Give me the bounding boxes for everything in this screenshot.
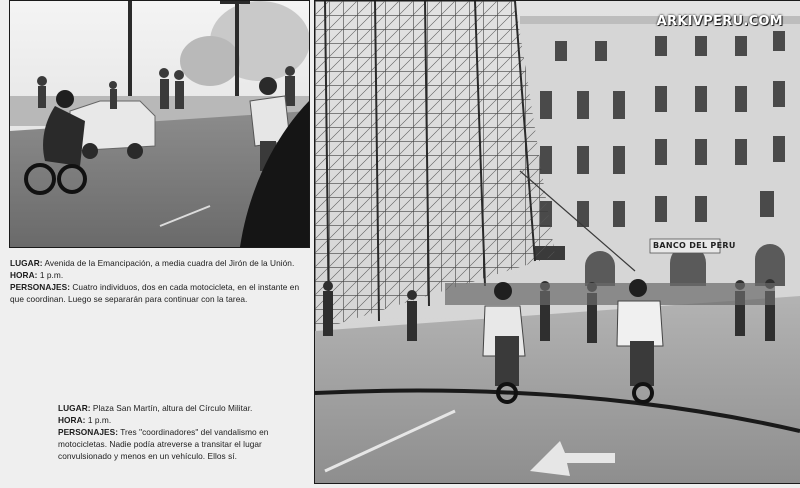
caption-2-personajes-value: Tres "coordinadores" del vandalismo en motocicletas. Nadie podía atreverse a transitar el lugar convulsionado y menos en un vehículo. Ellos sí. [58,427,269,461]
caption-2-hora-key: HORA: [58,415,86,425]
caption-1-hora-key: HORA: [10,270,38,280]
watermark: ARKIVPERU.COM [656,14,783,29]
photo-street-motorcycles-image [10,1,309,247]
caption-1-personajes-value: Cuatro individuos, dos en cada motocicleta, en el instante en que coordinan. Luego se separarán para continuar con la tarea. [10,282,300,304]
caption-photo-2 [58,402,308,462]
caption-1-hora-value: 1 p.m. [39,270,64,280]
caption-1-lugar-key: LUGAR: [10,258,43,268]
caption-photo-1 [10,257,306,305]
caption-2-hora-value: 1 p.m. [87,415,112,425]
photo-street-motorcycles [9,0,310,248]
caption-1-lugar-value: Avenida de la Emancipación, a media cuadra del Jirón de la Unión. [44,258,295,268]
caption-2-personajes-key: PERSONAJES: [58,427,119,437]
caption-2-lugar-value: Plaza San Martín, altura del Círculo Militar. [92,403,253,413]
bank-sign: BANCO DEL PERU [653,241,736,250]
caption-1-personajes-key: PERSONAJES: [10,282,71,292]
caption-2-lugar-key: LUGAR: [58,403,91,413]
